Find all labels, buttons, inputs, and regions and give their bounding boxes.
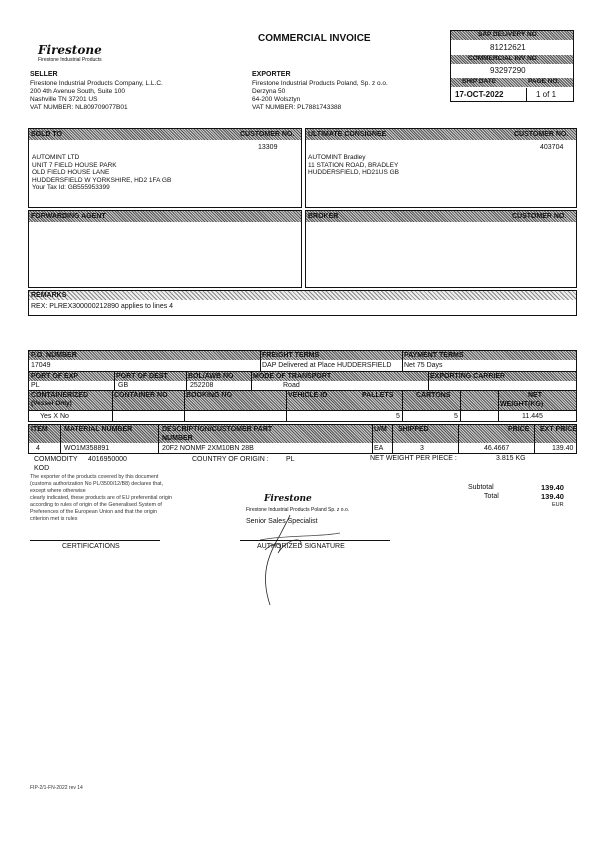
broker-customer-label: CUSTOMER NO. [512, 213, 567, 220]
certifications-label: CERTIFICATIONS [62, 543, 120, 550]
net-label: NET [528, 392, 542, 399]
commodity-value: 4016950000 [88, 456, 127, 463]
page-no-value: 1 of 1 [536, 90, 557, 99]
subtotal-label: Subtotal [468, 484, 494, 491]
certifications-line [30, 540, 160, 541]
address-line: HUDDERSFIELD W YORKSHIRE, HD2 1FA GB [32, 176, 172, 184]
total-label: Total [484, 493, 499, 500]
pallets-value: 5 [396, 413, 400, 420]
origin-label: COUNTRY OF ORIGIN : [192, 456, 269, 463]
net-weight-label: NET WEIGHT PER PIECE : [370, 455, 457, 462]
declaration-line: The exporter of the products covered by this document (customs authorization No PL/3500/12/B8) declares that, except where otherwise [30, 474, 164, 494]
consignee-customer-label: CUSTOMER NO. [514, 131, 569, 138]
row-ext-price: 139.40 [552, 445, 574, 452]
col-item: ITEM [31, 426, 48, 433]
sold-to-label: SOLD TO [31, 131, 62, 138]
remarks-label: REMARKS [31, 292, 67, 299]
sold-to-address [32, 154, 171, 192]
consignee-label: ULTIMATE CONSIGNEE [308, 131, 387, 138]
seller-line: VAT NUMBER: NL809709077B01 [30, 104, 128, 111]
origin-value: PL [286, 456, 295, 463]
seller-line: 200 4th Avenue South, Suite 100 [30, 88, 125, 95]
consignee-customer-no: 403704 [540, 144, 564, 151]
remarks-text: REX: PLREX300000212890 applies to lines 4 [31, 303, 174, 310]
port-of-exp-label: PORT OF EXP [31, 373, 79, 380]
port-of-dest-label: PORT OF DEST [116, 373, 168, 380]
signature-company: Firestone Industrial Products Poland Sp. z o.o. [246, 507, 350, 513]
seller-label: SELLER [30, 71, 58, 78]
vehicle-id-label: VEHICLE ID [288, 392, 328, 399]
shipping-info-box [28, 350, 577, 422]
exporter-block [252, 80, 388, 112]
po-number-label: P.O. NUMBER [31, 352, 77, 359]
row-item: 4 [36, 445, 40, 452]
address-line: AUTOMINT LTD [32, 154, 80, 161]
exporter-line: 64-200 Wolsztyn [252, 96, 301, 103]
bol-label: BOL/AWB NO [188, 373, 234, 380]
port-of-dest-value: GB [118, 382, 129, 389]
consignee-address [308, 154, 399, 177]
page-no-label: PAGE NO. [528, 78, 560, 85]
declaration-line: according to rules of origin of the Generalised System of [30, 502, 162, 508]
handwritten-signature [230, 495, 370, 615]
brand-logo: Firestone [38, 43, 102, 57]
col-shipped: SHIPPED [398, 426, 429, 433]
row-description: 20F2 NONMF 2XM10BN 28B [162, 445, 254, 452]
origin-declaration [30, 474, 180, 523]
bol-value: 252208 [190, 382, 214, 389]
row-shipped: 3 [420, 445, 424, 452]
weight-label: WEIGHT(KG) [500, 401, 544, 408]
col-ext-price: EXT PRICE [540, 426, 577, 433]
footer-form-code: FIP-2/1-FN-2022 rev 14 [30, 785, 83, 791]
cartons-label: CARTONS [416, 392, 451, 399]
invoice-value: 93297290 [490, 66, 526, 75]
address-line: UNIT 7 FIELD HOUSE PARK [32, 161, 117, 169]
commodity-label: COMMODITY [34, 456, 78, 463]
address-line: OLD FIELD HOUSE LANE [32, 169, 110, 177]
ship-date-value: 17-OCT-2022 [455, 90, 504, 99]
weight-value: 11.445 [522, 413, 543, 420]
seller-block [30, 80, 163, 112]
col-description-number: NUMBER [162, 435, 193, 442]
freight-terms-value: DAP Delivered at Place HUDDERSFIELD [262, 362, 392, 369]
address-line: 11 STATION ROAD, BRADLEY [308, 161, 399, 169]
broker-label: BROKER [308, 213, 339, 220]
subtotal-value: 139.40 [541, 483, 564, 492]
col-price: PRICE [508, 426, 530, 433]
page-title: COMMERCIAL INVOICE [258, 33, 371, 44]
sold-to-customer-no: 13309 [258, 144, 278, 151]
payment-terms-label: PAYMENT TERMS [404, 352, 464, 359]
kod-label: KOD [34, 465, 50, 472]
port-of-exp-value: PL [31, 382, 40, 389]
sold-to-customer-label: CUSTOMER NO. [240, 131, 295, 138]
net-weight-value: 3.815 KG [496, 455, 526, 462]
containerized-label: CONTAINERIZED [31, 392, 89, 399]
ship-date-label: SHIP DATE [462, 78, 497, 85]
exporter-line: Firestone Industrial Products Poland, Sp. z o.o. [252, 80, 388, 87]
signature-brand-logo: Firestone [264, 494, 312, 504]
po-number-value: 17049 [31, 362, 51, 369]
authorized-signature-label: AUTHORIZED SIGNATURE [257, 543, 345, 550]
col-um: U/M [374, 426, 387, 433]
signature-line [240, 540, 390, 541]
address-line: Your Tax Id: GB555953399 [32, 184, 110, 192]
exporter-line: Derzyna 50 [252, 88, 286, 95]
row-um: EA [374, 445, 384, 452]
address-line: HUDDERSFIELD, HD21US GB [308, 169, 400, 177]
delivery-value: 81212621 [490, 43, 526, 52]
brand-tagline: Firestone Industrial Products [38, 57, 102, 63]
exporter-label: EXPORTER [252, 71, 291, 78]
row-material: WO1M358891 [64, 445, 110, 452]
cartons-value: 5 [454, 413, 458, 420]
payment-terms-value: Net 75 Days [404, 362, 443, 369]
seller-line: Firestone Industrial Products Company, L.L.C. [30, 80, 163, 87]
freight-terms-label: FREIGHT TERMS [262, 352, 320, 359]
container-no-label: CONTAINER NO [114, 392, 168, 399]
declaration-line: clearly indicated, these products are of EU preferential origin [30, 495, 172, 501]
signature-name: Senior Sales Specialist [246, 518, 318, 525]
row-price: 46.4667 [484, 445, 510, 452]
forwarding-agent-label: FORWARDING AGENT [31, 213, 106, 220]
col-material: MATERIAL NUMBER [64, 426, 133, 433]
invoice-label: COMMERCIAL INV NO. [468, 55, 539, 62]
exporting-carrier-label: EXPORTING CARRIER [430, 373, 506, 380]
col-description: DESCRIPTION/CUSTOMER PART [162, 426, 273, 433]
exporter-line: VAT NUMBER: PL7881743388 [252, 104, 342, 111]
mode-of-transport-label: MODE OF TRANSPORT [253, 373, 332, 380]
mode-of-transport-value: Road [283, 382, 300, 389]
total-value: 139.40 [541, 492, 564, 501]
containerized-value: Yes X No [40, 413, 69, 420]
currency: EUR [552, 502, 564, 508]
vessel-only-label: (Vessel Only) [31, 400, 72, 407]
delivery-label: SAP DELIVERY NO. [478, 31, 539, 38]
booking-no-label: BOOKING NO [186, 392, 232, 399]
declaration-line: Preferences of the European Union and that the origin [30, 509, 157, 515]
declaration-line: criterion met is rules [30, 516, 78, 522]
address-line: AUTOMINT Bradley [308, 154, 366, 161]
pallets-label: PALLETS [362, 392, 394, 399]
seller-line: Nashville TN 37201 US [30, 96, 98, 103]
